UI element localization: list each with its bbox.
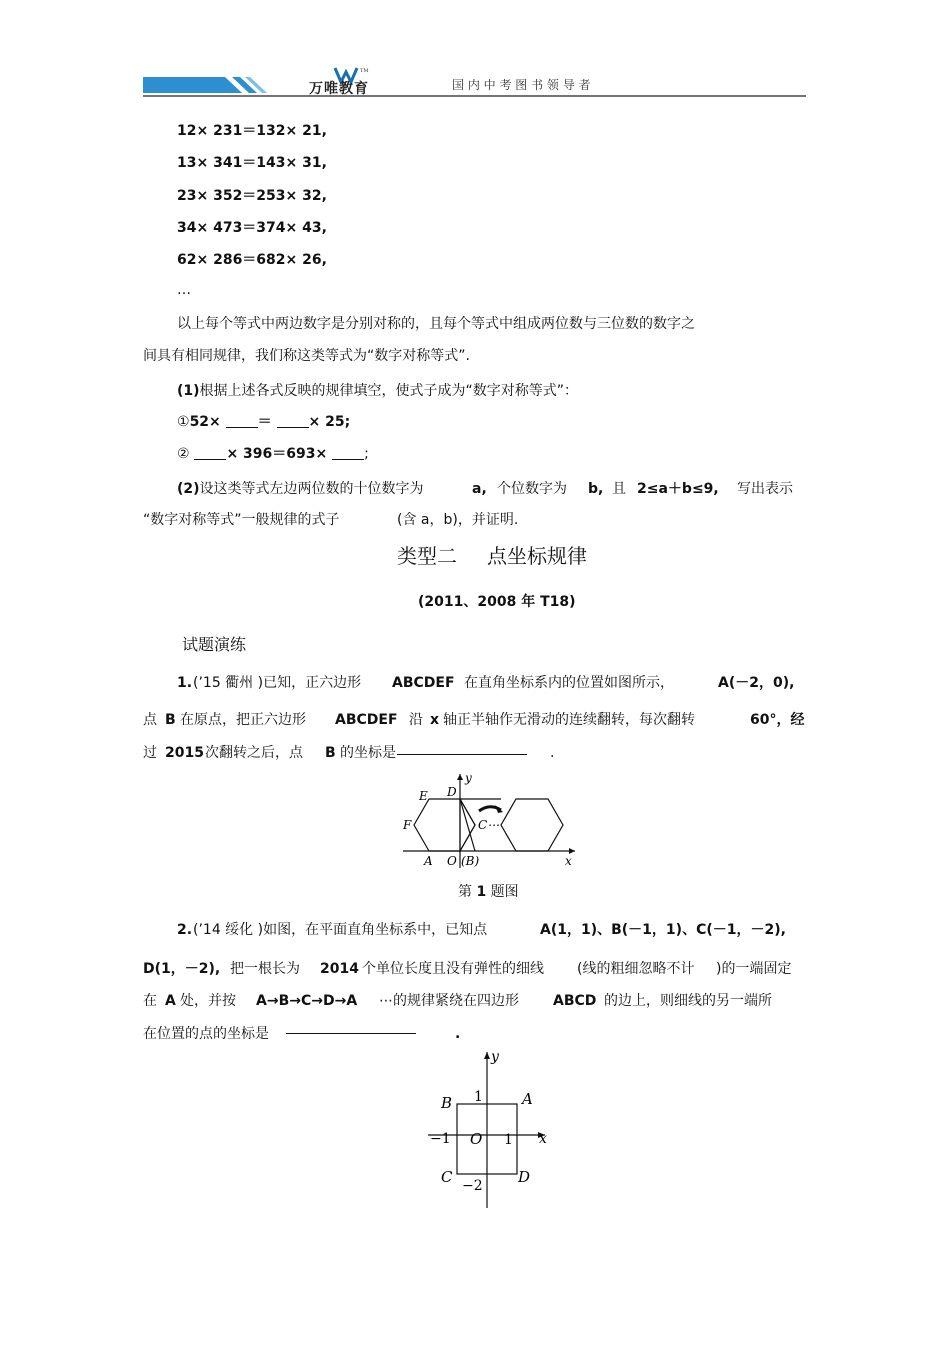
q2-text: 处，并按: [180, 993, 236, 1009]
intro-line-1: 以上每个等式中两边数字是分别对称的，且每个等式中组成两位数与三位数的数字之: [177, 316, 695, 332]
q1-b: B: [165, 712, 176, 728]
practice-heading: 试题演练: [182, 635, 247, 654]
q1-text: 轴正半轴作无滑动的连续翻转，每次翻转: [443, 712, 695, 728]
fig2-label-a: A: [522, 1090, 533, 1108]
part2-text: (含 a，b)，并证明.: [397, 512, 519, 528]
caption-text: 第: [458, 884, 472, 900]
part1-label: (1): [177, 383, 200, 399]
q1-text: 在直角坐标系内的位置如图所示，: [464, 675, 674, 691]
q2-length: 2014: [320, 961, 359, 977]
part2-a: a,: [472, 481, 487, 497]
q2-text: ⋯的规律紧绕在四边形: [379, 993, 519, 1009]
part2-line-1: [177, 481, 424, 497]
intro-line-2: 间具有相同规律，我们称这类等式为“数字对称等式”.: [143, 348, 470, 364]
q1-hexagon-name: ABCDEF: [335, 712, 398, 728]
q1-text: 次翻转之后，点: [205, 745, 303, 761]
fig2-label-x: x: [539, 1131, 547, 1147]
answer-blank[interactable]: [332, 447, 364, 460]
q1-text: 沿: [409, 712, 423, 728]
q1-source: (’15 衢州 )已知，正六边形: [193, 675, 362, 691]
q1-answer-line[interactable]: [397, 754, 527, 755]
q2-text: (线的粗细忽略不计: [577, 961, 695, 977]
fig2-label-d: D: [518, 1168, 531, 1186]
fig2-label-b: B: [441, 1094, 453, 1112]
equation-4: 34× 473＝374× 43,: [177, 220, 327, 236]
part1-prompt: [177, 383, 578, 399]
q1-text: 过: [143, 745, 157, 761]
fig1-label-o: O: [447, 854, 457, 868]
fig2-label-c: C: [441, 1168, 453, 1186]
q1-degree: 60°，经: [750, 712, 805, 728]
q1-text: 点: [143, 712, 157, 728]
item1-eq: ＝: [257, 414, 272, 430]
q2-points: A(1，1)、B(－1，1)、C(－1，－2),: [540, 922, 786, 938]
part2-text: 写出表示: [737, 481, 793, 497]
answer-blank[interactable]: [277, 415, 309, 428]
q2-text: 在: [143, 993, 157, 1009]
answer-blank[interactable]: [194, 447, 226, 460]
fig2-label-p1: 1: [504, 1132, 513, 1148]
part1-text: 根据上述各式反映的规律填空，使式子成为“数字对称等式”：: [199, 383, 579, 399]
fig2-label-o: O: [470, 1130, 483, 1148]
fig1-label-x: x: [565, 854, 572, 868]
q1-b: B: [325, 745, 336, 761]
q1-text: 的坐标是: [340, 745, 396, 761]
fig2-label-y: y: [491, 1049, 499, 1065]
header-slogan: 国 内 中 考 图 书 领 导 者: [452, 78, 591, 92]
part2-text: 且: [612, 481, 626, 497]
logo: [305, 64, 385, 97]
q2-path: A→B→C→D→A: [256, 993, 358, 1009]
q2-text: )的一端固定: [716, 961, 792, 977]
logo-text: 万唯教育: [309, 81, 369, 97]
q1-caption: [458, 884, 519, 900]
q1-period: .: [550, 745, 555, 761]
q1-number: 1.: [177, 675, 193, 691]
part2-text: 设这类等式左边两位数的十位数字为: [199, 481, 424, 497]
q2-point-d: D(1，－2),: [143, 961, 221, 977]
q2-text: 在位置的点的坐标是: [143, 1026, 269, 1042]
fig1-label-y: y: [465, 771, 472, 785]
part2-b: b,: [588, 481, 604, 497]
q2-answer-line[interactable]: [286, 1033, 416, 1034]
q1-text: 在原点，把正六边形: [180, 712, 306, 728]
part2-text: 个位数字为: [497, 481, 567, 497]
svg-text:TM: TM: [360, 68, 369, 74]
caption-text: 题图: [490, 884, 519, 900]
equation-3: 23× 352＝253× 32,: [177, 188, 327, 204]
circled-1: ①: [177, 414, 190, 430]
section-title-topic: 点坐标规律: [487, 544, 587, 568]
part1-item-2: [177, 446, 369, 462]
q1-count: 2015: [165, 745, 204, 761]
fig1-label-e: E: [419, 789, 428, 803]
q2-text: 个单位长度且没有弹性的细线: [362, 961, 544, 977]
caption-number: 1: [476, 884, 487, 900]
equation-5: 62× 286＝682× 26,: [177, 252, 327, 268]
section-title-type: 类型二: [397, 544, 457, 568]
equation-2: 13× 341＝143× 31,: [177, 155, 327, 171]
fig2-label-m2: −2: [462, 1178, 483, 1194]
ellipsis: …: [177, 282, 191, 298]
part1-item-1: [177, 414, 350, 430]
fig1-label-c: C⋯: [478, 818, 500, 832]
fig2-label-one: 1: [474, 1089, 483, 1105]
q2-period: .: [455, 1026, 461, 1042]
q2-figure: [425, 1048, 565, 1208]
equation-1: 12× 231＝132× 21,: [177, 123, 327, 139]
part2-label: (2): [177, 481, 200, 497]
q1-hexagon-name: ABCDEF: [392, 675, 455, 691]
q1-figure: [395, 770, 595, 870]
q2-text: 把一根长为: [230, 961, 300, 977]
q2-number: 2.: [177, 922, 193, 938]
fig1-label-a: A: [424, 854, 433, 868]
fig1-label-d: D: [447, 785, 457, 799]
fig2-label-m1: −1: [430, 1131, 451, 1147]
q2-a: A: [165, 993, 176, 1009]
item1-left: 52×: [189, 414, 221, 430]
section-years: (2011、2008 年 T18): [418, 594, 576, 610]
item2-middle: × 396＝693×: [226, 446, 328, 462]
q2-source: (’14 绥化 )如图，在平面直角坐标系中，已知点: [193, 922, 488, 938]
q2-text: 的边上，则细线的另一端所: [604, 993, 772, 1009]
answer-blank[interactable]: [226, 415, 258, 428]
item2-end: ;: [364, 446, 369, 462]
fig1-label-f: F: [403, 818, 412, 832]
q1-x: x: [430, 712, 440, 728]
circled-2: ②: [177, 446, 190, 462]
item1-right: × 25;: [308, 414, 351, 430]
part2-condition: 2≤a＋b≤9,: [637, 481, 719, 497]
q2-quad-name: ABCD: [553, 993, 597, 1009]
part2-text: “数字对称等式”一般规律的式子: [143, 512, 340, 528]
fig1-label-b: (B): [461, 854, 480, 868]
header: [0, 0, 950, 100]
q1-point-a: A(－2，0),: [718, 675, 795, 691]
